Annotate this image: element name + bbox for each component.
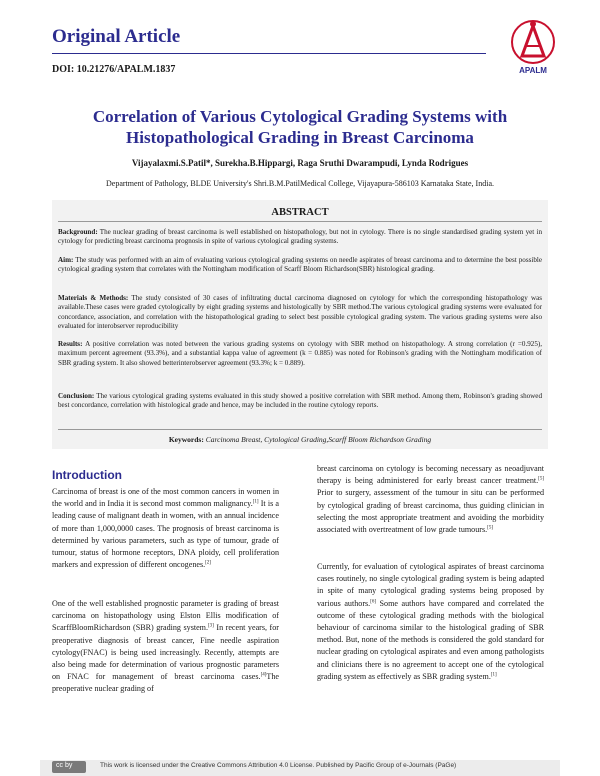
methods-label: Materials & Methods:	[58, 294, 129, 302]
keywords-text: Carcinoma Breast, Cytological Grading,Scarff Bloom Richardson Grading	[203, 435, 432, 444]
text-run: breast carcinoma on cytology is becoming necessary as neoadjuvant therapy is being administered for early breast cancer treatment.	[317, 464, 544, 486]
text-run: In recent years, for preoperative diagnosis of breast cancer, Fine needle aspiration cytology(FNAC) is being used increasingly. Recently, attempts are also being made for determination of various prognostic parameters on FNAC for management of breast carcinoma cases.	[52, 623, 279, 682]
creative-commons-icon[interactable]	[52, 761, 86, 773]
title-line-2: Histopathological Grading in Breast Carcinoma	[126, 128, 474, 147]
text-run: Carcinoma of breast is one of the most common cancers in women in the world and in India it is second most common malignancy.	[52, 487, 279, 509]
citation-ref[interactable]: [3]	[208, 623, 214, 629]
text-run: The preoperative nuclear grading of	[52, 672, 279, 694]
methods-text: The study consisted of 30 cases of infiltrating ductal carcinoma diagnosed on cytology for which the corresponding histopathology was available.These cases were graded cytologically by eight grading systems and histologically by SBR method.The various cytological grading systems were evaluated for concordance, association, and correlation with the histopathological grading to select best possible cytological grading system. The various grading systems were also evaluated for interobserver reproducibility	[58, 294, 542, 330]
text-run: It is a leading cause of malignant death in women, with an annual incidence of more than 1,000,0000 cases. The prognosis of breast carcinoma is determined by various parameters, such as type of tumour, grade of tumour, status of hormone receptors, DNA ploidy, cell proliferation markers and expression of different oncogenes.	[52, 499, 279, 570]
text-run: Some authors have compared and correlated the outcome of these cytological grading methods with the biological behaviour of carcinoma similar to the histological grading of SBR method. But, none of the methods is considered the gold standard for nuclear grading on cytological aspirates and even among pathologists and clinicians there is no agreement to accept one of the cytological grading system as effectively as SBR grading system.	[317, 598, 545, 681]
results-text: A positive correlation was noted between the various grading systems on cytology with SBR method on histopathology. A strong correlation (r =0.925), maximum percent agreement (93.3%), and a substantial kappa value of agreement (k = 0.885) was noted for Robinson's grading with the Nottingham modification of SBR grading system. It also showed betterinterobserver agreement (93.3%; k = 0.889).	[58, 340, 542, 367]
abstract-aim	[58, 256, 542, 275]
citation-ref[interactable]: [4]	[260, 672, 267, 678]
keywords-divider	[58, 429, 542, 430]
keywords-label: Keywords:	[168, 435, 204, 444]
abstract-results	[58, 340, 542, 368]
abstract-methods	[58, 294, 542, 331]
right-paragraph-2	[317, 561, 544, 683]
keywords	[58, 435, 542, 444]
results-label: Results:	[58, 340, 83, 348]
citation-ref[interactable]: [2]	[205, 560, 211, 566]
right-paragraph-1	[317, 463, 544, 536]
affiliation: Department of Pathology, BLDE University's Shri.B.M.PatilMedical College, Vijayapura-586103 Karnataka State, India.	[106, 179, 494, 188]
citation-ref[interactable]: [5]	[487, 525, 493, 531]
abstract-conclusion	[58, 392, 542, 411]
conclusion-text: The various cytological grading systems evaluated in this study showed a positive correlation with SBR method. Among them, Robinson's grading showed best concordance, correlation with histological grade and hence, may be included in the routine cytology reports.	[58, 392, 542, 410]
text-run: Currently, for evaluation of cytological aspirates of breast carcinoma cases routinely, no single cytological grading system is being adapted in spite of many cytological grading systems being proposed by various authors.	[317, 562, 544, 608]
cc-badge-text: cc by	[56, 762, 73, 769]
author-list: Vijayalaxmi.S.Patil*, Surekha.B.Hippargi, Raga Sruthi Dwarampudi, Lynda Rodrigues	[131, 158, 469, 168]
license-text: This work is licensed under the Creative Commons Attribution 4.0 License. Published by Pacific Group of e-Journals (PaGe)	[100, 762, 457, 769]
citation-ref[interactable]: [5]	[538, 476, 544, 482]
citation-ref[interactable]: [1]	[252, 499, 259, 505]
text-run: Prior to surgery, assessment of the tumour in situ can be performed by cytological grading of breast carcinoma, thus guiding clinician in selecting the most appropriate treatment and avoiding the morbidity associated with overtreatment of low grade tumours.	[317, 488, 544, 535]
background-text: The nuclear grading of breast carcinoma is well established on histopathology, but not in cytology. There is no single standardised grading system yet in cytology for predicting breast carcinoma prognosis in spite of various cytological grading systems.	[58, 228, 542, 246]
title-line-1: Correlation of Various Cytological Grading Systems with	[92, 107, 508, 126]
citation-ref[interactable]: [6]	[370, 598, 377, 604]
text-run: One of the well established prognostic parameter is grading of breast carcinoma on histopathology using Elston Ellis modification of ScarffBloomRichardson (SBR) grading system.	[52, 599, 279, 633]
header-divider	[52, 53, 486, 54]
section-heading-introduction: Introduction	[52, 468, 122, 482]
abstract-divider	[58, 221, 542, 222]
logo-text: APALM	[519, 66, 547, 75]
abstract-background	[58, 228, 542, 247]
doi: DOI: 10.21276/APALM.1837	[52, 64, 176, 75]
conclusion-label: Conclusion:	[58, 392, 95, 400]
abstract-heading: ABSTRACT	[271, 207, 329, 218]
aim-text: The study was performed with an aim of evaluating various cytological grading systems on needle aspirates of breast carcinoma and to determine the best possible cytological grading system that correlates with the Nottingham modification of Scarff Bloom Richardson(SBR) histological grading.	[58, 256, 542, 274]
citation-ref[interactable]: [1]	[490, 672, 497, 678]
article-title	[52, 106, 548, 148]
background-label: Background:	[58, 228, 98, 236]
left-paragraph-2	[52, 598, 279, 696]
left-paragraph-1	[52, 486, 279, 571]
aim-label: Aim:	[58, 256, 74, 264]
section-label: Original Article	[52, 26, 181, 47]
